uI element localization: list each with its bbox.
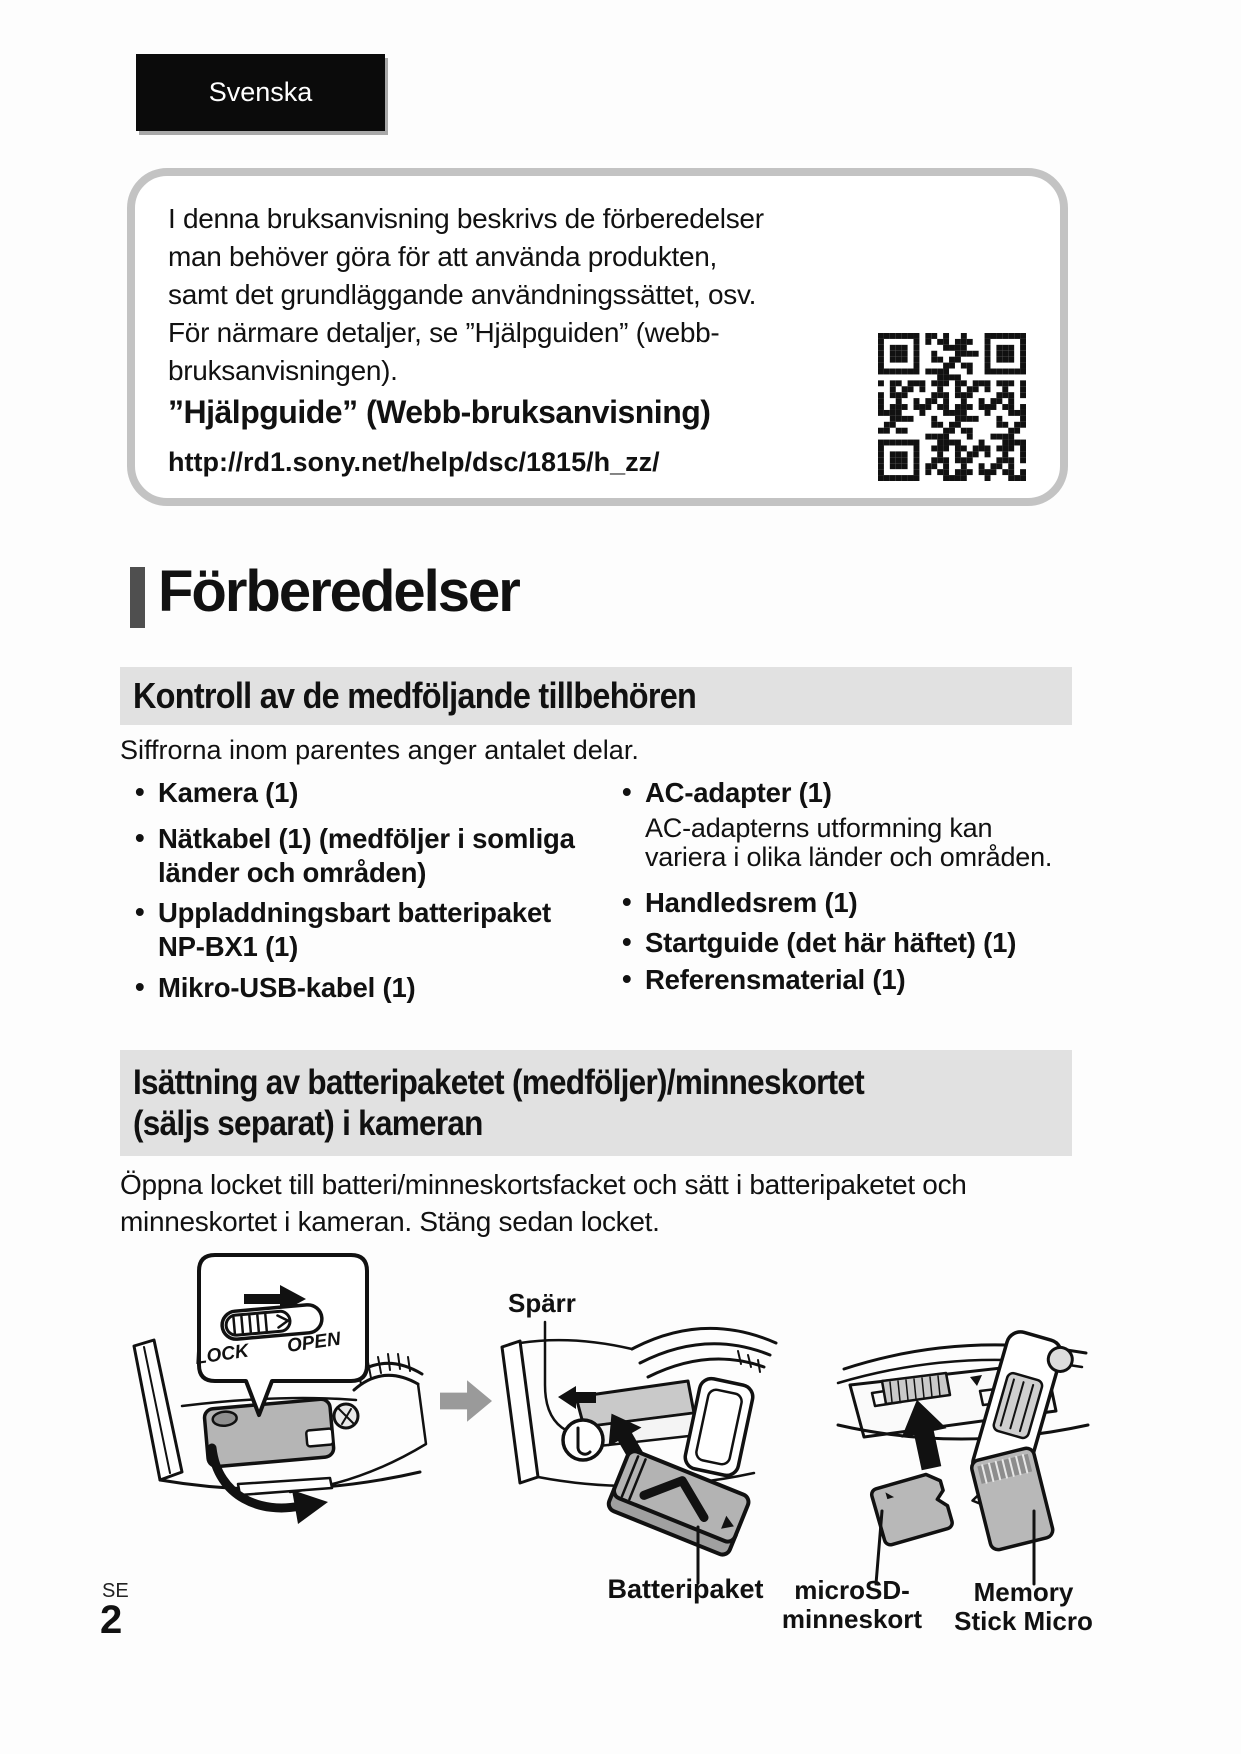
- battery-insertion-diagram: [0, 1240, 1241, 1700]
- page-number: 2: [100, 1598, 123, 1642]
- memory-card-insert-illustration: [820, 1325, 1110, 1595]
- help-guide-url: http://rd1.sony.net/help/dsc/1815/h_zz/: [168, 447, 660, 477]
- bullet-icon: •: [135, 971, 145, 1002]
- item-line: Referensmaterial (1): [645, 964, 906, 995]
- accessories-heading: Kontroll av de medföljande tillbehören: [133, 675, 697, 716]
- paragraph-line: För närmare detaljer, se ”Hjälpguiden” (webb-: [168, 317, 720, 348]
- bullet-icon: •: [622, 886, 632, 917]
- list-item: [607, 776, 1075, 872]
- paragraph-line: man behöver göra för att använda produkten,: [168, 241, 718, 272]
- item-line: Handledsrem (1): [645, 887, 858, 918]
- insertion-heading-line: Isättning av batteripaketet (medföljer)/minneskortet: [133, 1063, 864, 1102]
- item-line: Mikro-USB-kabel (1): [158, 972, 416, 1003]
- item-line: länder och områden): [158, 857, 427, 888]
- accessories-list-right: [607, 776, 1075, 997]
- insertion-body: [120, 1166, 967, 1240]
- item-line: AC-adapter (1): [645, 777, 832, 808]
- paragraph-line: samt det grundläggande användningssättet, osv.: [168, 279, 757, 310]
- bullet-icon: •: [135, 822, 145, 853]
- memory-stick-label-line: Stick Micro: [954, 1606, 1093, 1636]
- latch-pointer-line: [545, 1322, 572, 1433]
- bullet-icon: •: [622, 926, 632, 957]
- list-item: [120, 776, 615, 810]
- language-tab: Svenska: [136, 54, 385, 131]
- latch-label: Spärr: [508, 1288, 576, 1318]
- battery-insert-illustration: [492, 1285, 792, 1585]
- list-item: [120, 971, 615, 1005]
- memory-stick-label: [941, 1578, 1106, 1636]
- help-guide-box: [127, 168, 1068, 506]
- list-item: [607, 926, 1075, 960]
- item-line: Uppladdningsbart batteripaket: [158, 897, 551, 928]
- list-item: [120, 896, 615, 964]
- bullet-icon: •: [622, 776, 632, 807]
- camera-open-door-illustration: [120, 1248, 430, 1538]
- item-line: Kamera (1): [158, 777, 299, 808]
- body-line: minneskortet i kameran. Stäng sedan locket.: [120, 1206, 660, 1237]
- item-line: NP-BX1 (1): [158, 931, 299, 962]
- camera-front-edge: [502, 1341, 538, 1483]
- list-item: [607, 963, 1075, 997]
- lock-label: LOCK: [193, 1340, 251, 1369]
- item-note-line: variera i olika länder och områden.: [645, 842, 1053, 872]
- bullet-icon: •: [622, 963, 632, 994]
- microsd-label-line: minneskort: [781, 1604, 923, 1634]
- battery-label: Batteripaket: [607, 1574, 764, 1604]
- open-battery-lid: [683, 1376, 755, 1477]
- accessories-note: Siffrorna inom parentes anger antalet delar.: [120, 735, 639, 765]
- step-arrow-icon: [440, 1380, 492, 1422]
- open-label: OPEN: [285, 1328, 343, 1357]
- item-note-line: AC-adapterns utformning kan: [645, 813, 993, 843]
- body-line: Öppna locket till batteri/minneskortsfacket och sätt i batteripaketet och: [120, 1169, 967, 1200]
- accessories-list-left: [120, 776, 615, 1005]
- microsd-card: [870, 1471, 953, 1546]
- memory-stick-label-line: Memory: [973, 1577, 1074, 1607]
- list-item: [607, 886, 1075, 920]
- bullet-icon: •: [135, 776, 145, 807]
- microsd-label: [768, 1576, 936, 1634]
- microsd-label-line: microSD-: [794, 1575, 910, 1605]
- item-line: Startguide (det här häftet) (1): [645, 927, 1017, 958]
- insertion-heading-line: (säljs separat) i kameran: [133, 1104, 483, 1143]
- insertion-heading-banner: [120, 1050, 1072, 1156]
- item-line: Nätkabel (1) (medföljer i somliga: [158, 823, 575, 854]
- accessories-heading-banner: [120, 667, 1072, 725]
- qr-code: [878, 333, 1026, 481]
- help-guide-title: ”Hjälpguide” (Webb-bruksanvisning): [168, 394, 711, 430]
- bullet-icon: •: [135, 896, 145, 927]
- paragraph-line: I denna bruksanvisning beskrivs de förberedelser: [168, 203, 764, 234]
- battery-door: [204, 1399, 335, 1468]
- section-title: Förberedelser: [158, 559, 519, 624]
- help-guide-paragraph: [168, 200, 764, 390]
- page-region: SE: [102, 1580, 129, 1602]
- section-accent-bar: [130, 567, 145, 628]
- memory-stick-card: [963, 1447, 1054, 1553]
- list-item: [120, 822, 615, 890]
- paragraph-line: bruksanvisningen).: [168, 355, 398, 386]
